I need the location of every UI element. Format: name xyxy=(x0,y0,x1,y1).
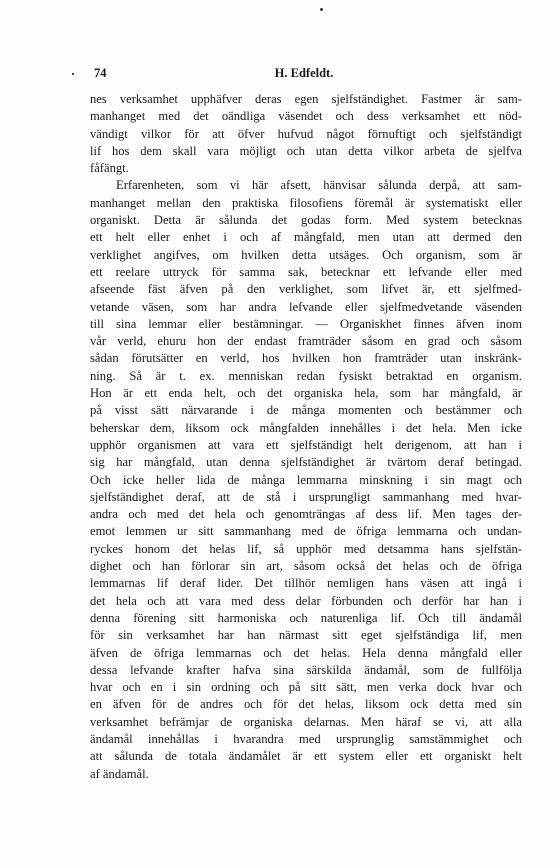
text-line: ett helt eller enhet i och af mångfald, men utan att dermed den xyxy=(90,230,522,245)
text-line: verklighet angifves, om hvilken detta utsäges. Och organism, som är xyxy=(90,247,522,262)
text-line: verksamhet befrämjar de organiska delarnas. Men häraf se vi, att alla xyxy=(90,714,522,729)
text-line: Erfarenheten, som vi här afsett, hänvisar sålunda derpå, att sam- xyxy=(116,178,522,193)
print-speck xyxy=(320,8,323,11)
text-line: beherskar dem, liksom ock mångfalden innehålles i det hela. Men icke xyxy=(90,420,522,435)
text-line: att sålunda de totala ändamålet är ett system eller ett organiskt helt xyxy=(90,749,522,764)
text-line: hvar och en i sin ordning och på sitt sätt, men verka dock hvar och xyxy=(90,680,522,695)
text-line: vändigt vilkor för att öfver hufvud något förnuftigt och sjelfständigt xyxy=(90,126,522,141)
body-text xyxy=(90,91,522,783)
text-line: vetande väsen, som har andra lefvande eller sjelfmedvetande väsenden xyxy=(90,299,522,314)
text-line: lif hos dem skall vara möjligt och utan detta vilkor arbeta de sjelfva xyxy=(90,143,522,158)
text-line: till sina lemmar eller bestämningar. — Organiskhet finnes äfven inom xyxy=(90,316,522,331)
text-line: nes verksamhet upphäfver deras egen sjelfständighet. Fastmer är sam- xyxy=(90,92,522,106)
paragraph xyxy=(90,177,522,782)
text-line: sjelfständighet deraf, att de stå i ursprungligt sammanhang med hvar- xyxy=(90,489,522,504)
text-line: emot lemmen ur sitt sammanhang med de öfriga lemmarna och undan- xyxy=(90,524,522,539)
text-line: fåfängt. xyxy=(90,161,129,176)
text-line: Och icke heller lida de många lemmarna minskning i sin magt och xyxy=(90,472,522,487)
text-line: dighet och han förlorar sin art, såsom också det helas och de öfriga xyxy=(90,559,522,574)
text-line: ning. Så är t. ex. menniskan redan fysiskt betraktad en organism. xyxy=(90,368,522,383)
text-line: afseende fäst äfven på den verklighet, som lifvet är, ett sjelfmed- xyxy=(90,282,522,297)
text-line: andra och med det hela och genomträngas af dess lif. Men tages der- xyxy=(90,507,522,522)
text-line: vår verld, ehuru hon der endast framträder såsom en grad och såsom xyxy=(90,334,522,349)
text-line: för sin verksamhet har han närmast sitt eget sjelfständiga lif, men xyxy=(90,628,522,643)
text-line: ett reelare uttryck för samma sak, betecknar ett lefvande eller med xyxy=(90,264,522,279)
margin-mark xyxy=(72,73,74,75)
text-line: lemmarnas lif deraf lider. Det tillhör nemligen hans väsen att ingå i xyxy=(90,576,522,591)
text-line: denna förening sitt harmoniska och naturenliga lif. Och till ändamål xyxy=(90,610,522,625)
text-line: äfven de öfriga lemmarnas och det helas. Hela denna mångfald eller xyxy=(90,645,522,660)
page-number: 74 xyxy=(94,66,107,80)
text-line: det hela och att vara med dess delar förbunden och derför har han i xyxy=(90,593,522,608)
text-line: en äfven för de andres och för det helas, liksom ock detta med sin xyxy=(90,697,522,712)
running-title: H. Edfeldt. xyxy=(274,66,334,80)
text-line: sådan förutsätter en verld, hos hvilken hon framträder utan inskränk- xyxy=(90,351,522,366)
running-head xyxy=(86,66,522,82)
text-line: Hon är ett enda helt, och det organiska hela, som har mångfald, är xyxy=(90,386,522,401)
text-line: dessa lefvande krafter hafva sina särskilda ändamål, som de fullfölja xyxy=(90,662,522,677)
text-line: manhanget med det oändliga väsendet och dess verksamhet ett nöd- xyxy=(90,109,522,124)
text-line: organiskt. Detta är sålunda det godas form. Med system betecknas xyxy=(90,213,522,228)
paragraph xyxy=(90,91,522,177)
text-line: manhanget mellan den praktiska filosofiens föremål är systematiskt eller xyxy=(90,195,522,210)
text-line: upphör organismen att vara ett sjelfständigt helt derigenom, att han i xyxy=(90,437,522,452)
text-line: af ändamål. xyxy=(90,766,149,781)
text-line: ändamål innehållas i hvarandra med ursprunglig samstämmighet och xyxy=(90,731,522,746)
text-line: på visst sätt närvarande i de många momenten och bestämmer och xyxy=(90,403,522,418)
text-line: ryckes honom det helas lif, så upphör med detsamma hans sjelfstän- xyxy=(90,541,522,556)
text-line: sig har mångfald, utan denna sjelfständighet är tvärtom deraf betingad. xyxy=(90,455,522,470)
